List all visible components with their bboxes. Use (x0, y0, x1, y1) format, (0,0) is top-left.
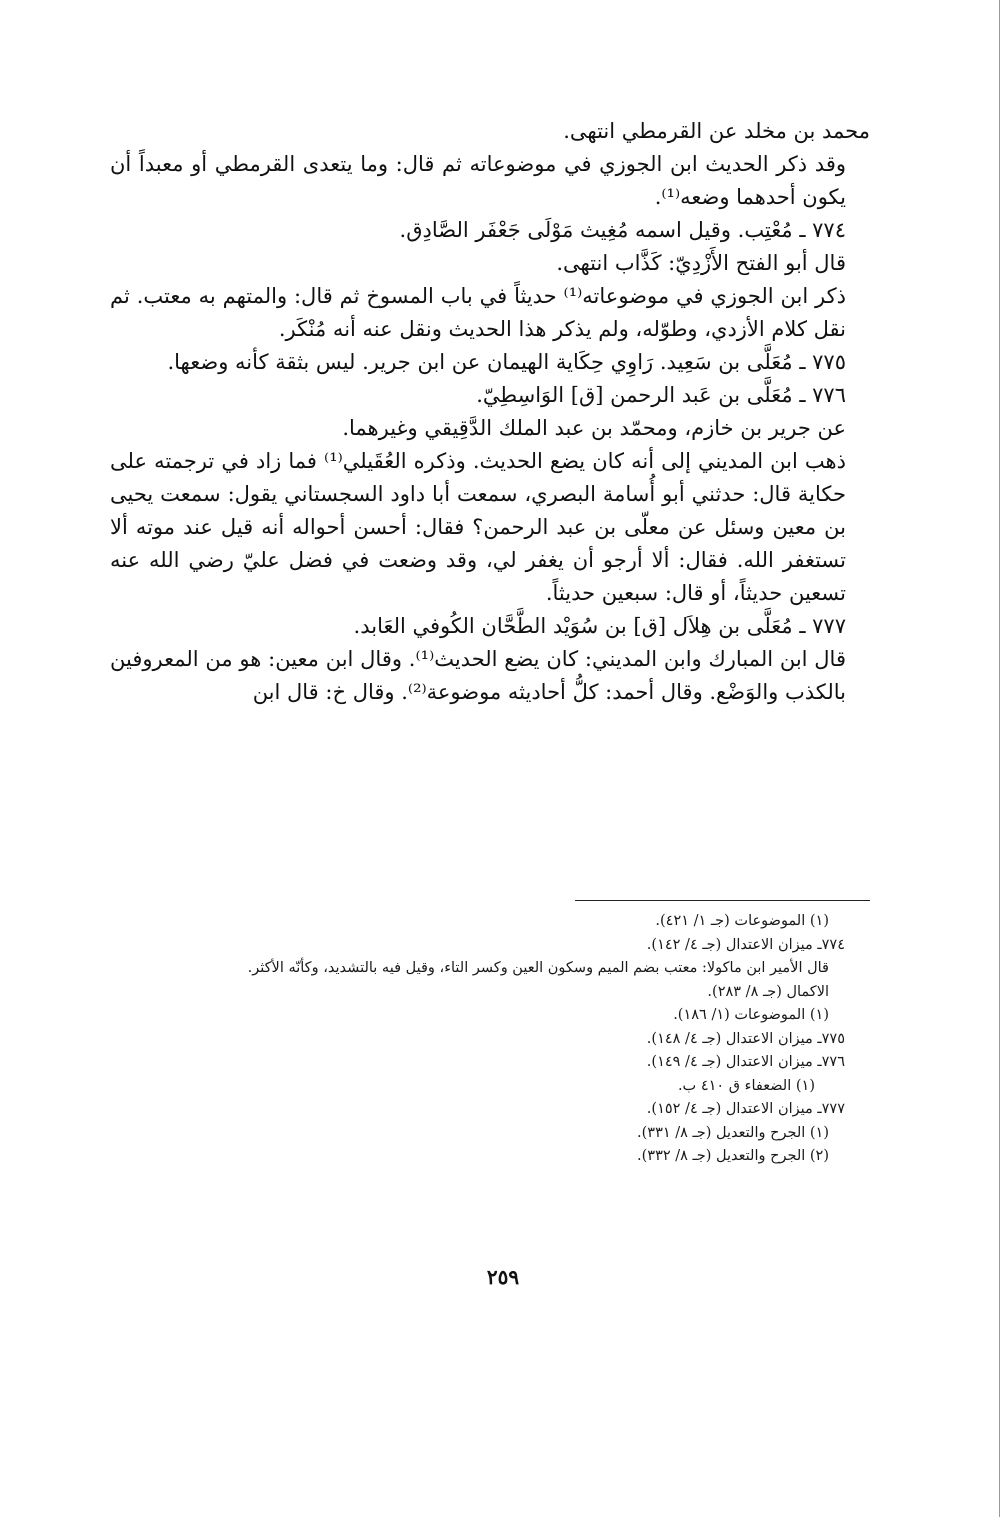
footnote-divider (575, 900, 870, 901)
entry-776: ٧٧٦ ـ مُعَلَّى بن عَبد الرحمن [ق] الوَاسِطِيّ. (476, 383, 846, 407)
footnote-line: الاكمال (جـ ٨/ ٢٨٣). (707, 983, 829, 1000)
footnote-line: (١) الموضوعات (جـ ١/ ٤٢١). (655, 913, 829, 929)
footnote-line: ٧٧٥ـ ميزان الاعتدال (جـ ٤/ ١٤٨). (646, 1030, 845, 1047)
paragraph-jarir: عن جرير بن خازم، ومحمّد بن عبد الملك الدَّقِيقي وغيرهما. (342, 416, 846, 440)
footnotes (130, 910, 845, 1169)
paragraph-azdi: قال أبو الفتح الأَزْدِيّ: كَذَّاب انتهى. (556, 251, 846, 275)
footnote-line: قال الأمير ابن ماكولا: معتب بضم الميم وسكون العين وكسر التاء، وقيل فيه بالتشديد، وكأنّه الأكثر. (247, 960, 829, 976)
page-number: ٢٥٩ (486, 1265, 520, 1289)
line-continuation: محمد بن مخلد عن القرمطي انتهى. (563, 119, 870, 143)
footnote-line: ٧٧٧ـ ميزان الاعتدال (جـ ٤/ ١٥٢). (646, 1101, 845, 1117)
entry-775: ٧٧٥ ـ مُعَلَّى بن سَعِيد. رَاوِي حِكَاية الهيمان عن ابن جرير. ليس بثقة كأنه وضعها. (167, 350, 846, 374)
scan-edge-line (999, 0, 1000, 1517)
paragraph-ibn-madini: ذهب ابن المديني إلى أنه كان يضع الحديث. وذكره العُقَيلي⁽¹⁾ فما زاد في ترجمته على حكاية قال: حدثني أبو أُسامة البصري، سمعت أبا داود السجستاني يقول: سمعت يحيى بن معين وسئل عن معلّى بن عبد الرحمن؟ فقال: أحسن أحواله أنه قيل عند موته ألا تستغفر الله. فقال: ألا أرجو أن يغفر لي، وقد وضعت في فضل عليّ رضي الله عنه تسعين حديثاً، أو قال: سبعين حديثاً. (110, 449, 846, 605)
footnote-line: (٢) الجرح والتعديل (جـ ٨/ ٣٣٢). (637, 1148, 829, 1164)
entry-774: ٧٧٤ ـ مُعْتِب. وقيل اسمه مُغِيث مَوْلَى جَعْفَر الصَّادِق. (399, 218, 846, 242)
footnote-line: (١) الضعفاء ق ٤١٠ ب. (677, 1077, 815, 1094)
paragraph-ibn-mubarak: قال ابن المبارك وابن المديني: كان يضع الحديث⁽¹⁾. وقال ابن معين: هو من المعروفين بالكذب والوَضْع. وقال أحمد: كلُّ أحاديثه موضوعة⁽²⁾. وقال خ: قال ابن (110, 647, 846, 704)
paragraph-mawduat: ذكر ابن الجوزي في موضوعاته⁽¹⁾ حديثاً في باب المسوخ ثم قال: والمتهم به معتب. ثم نقل كلام الأزدي، وطوّله، ولم يذكر هذا الحديث ونقل عنه أنه مُنْكَر. (110, 284, 846, 341)
main-text (110, 115, 870, 709)
footnote-line: ٧٧٤ـ ميزان الاعتدال (جـ ٤/ ١٤٢). (646, 936, 845, 953)
footnote-line: (١) الموضوعات (١/ ١٨٦). (673, 1007, 829, 1023)
entry-777: ٧٧٧ ـ مُعَلَّى بن هِلاَل [ق] بن سُوَيْد الطَّحَّان الكُوفي العَابد. (353, 614, 846, 638)
footnote-line: ٧٧٦ـ ميزان الاعتدال (جـ ٤/ ١٤٩). (646, 1054, 845, 1070)
paragraph-ibn-jawzi: وقد ذكر الحديث ابن الجوزي في موضوعاته ثم قال: وما يتعدى القرمطي أو معبداً أن يكون أحدهما وضعه⁽¹⁾. (110, 152, 846, 209)
footnote-line: (١) الجرح والتعديل (جـ ٨/ ٣٣١). (637, 1124, 829, 1141)
